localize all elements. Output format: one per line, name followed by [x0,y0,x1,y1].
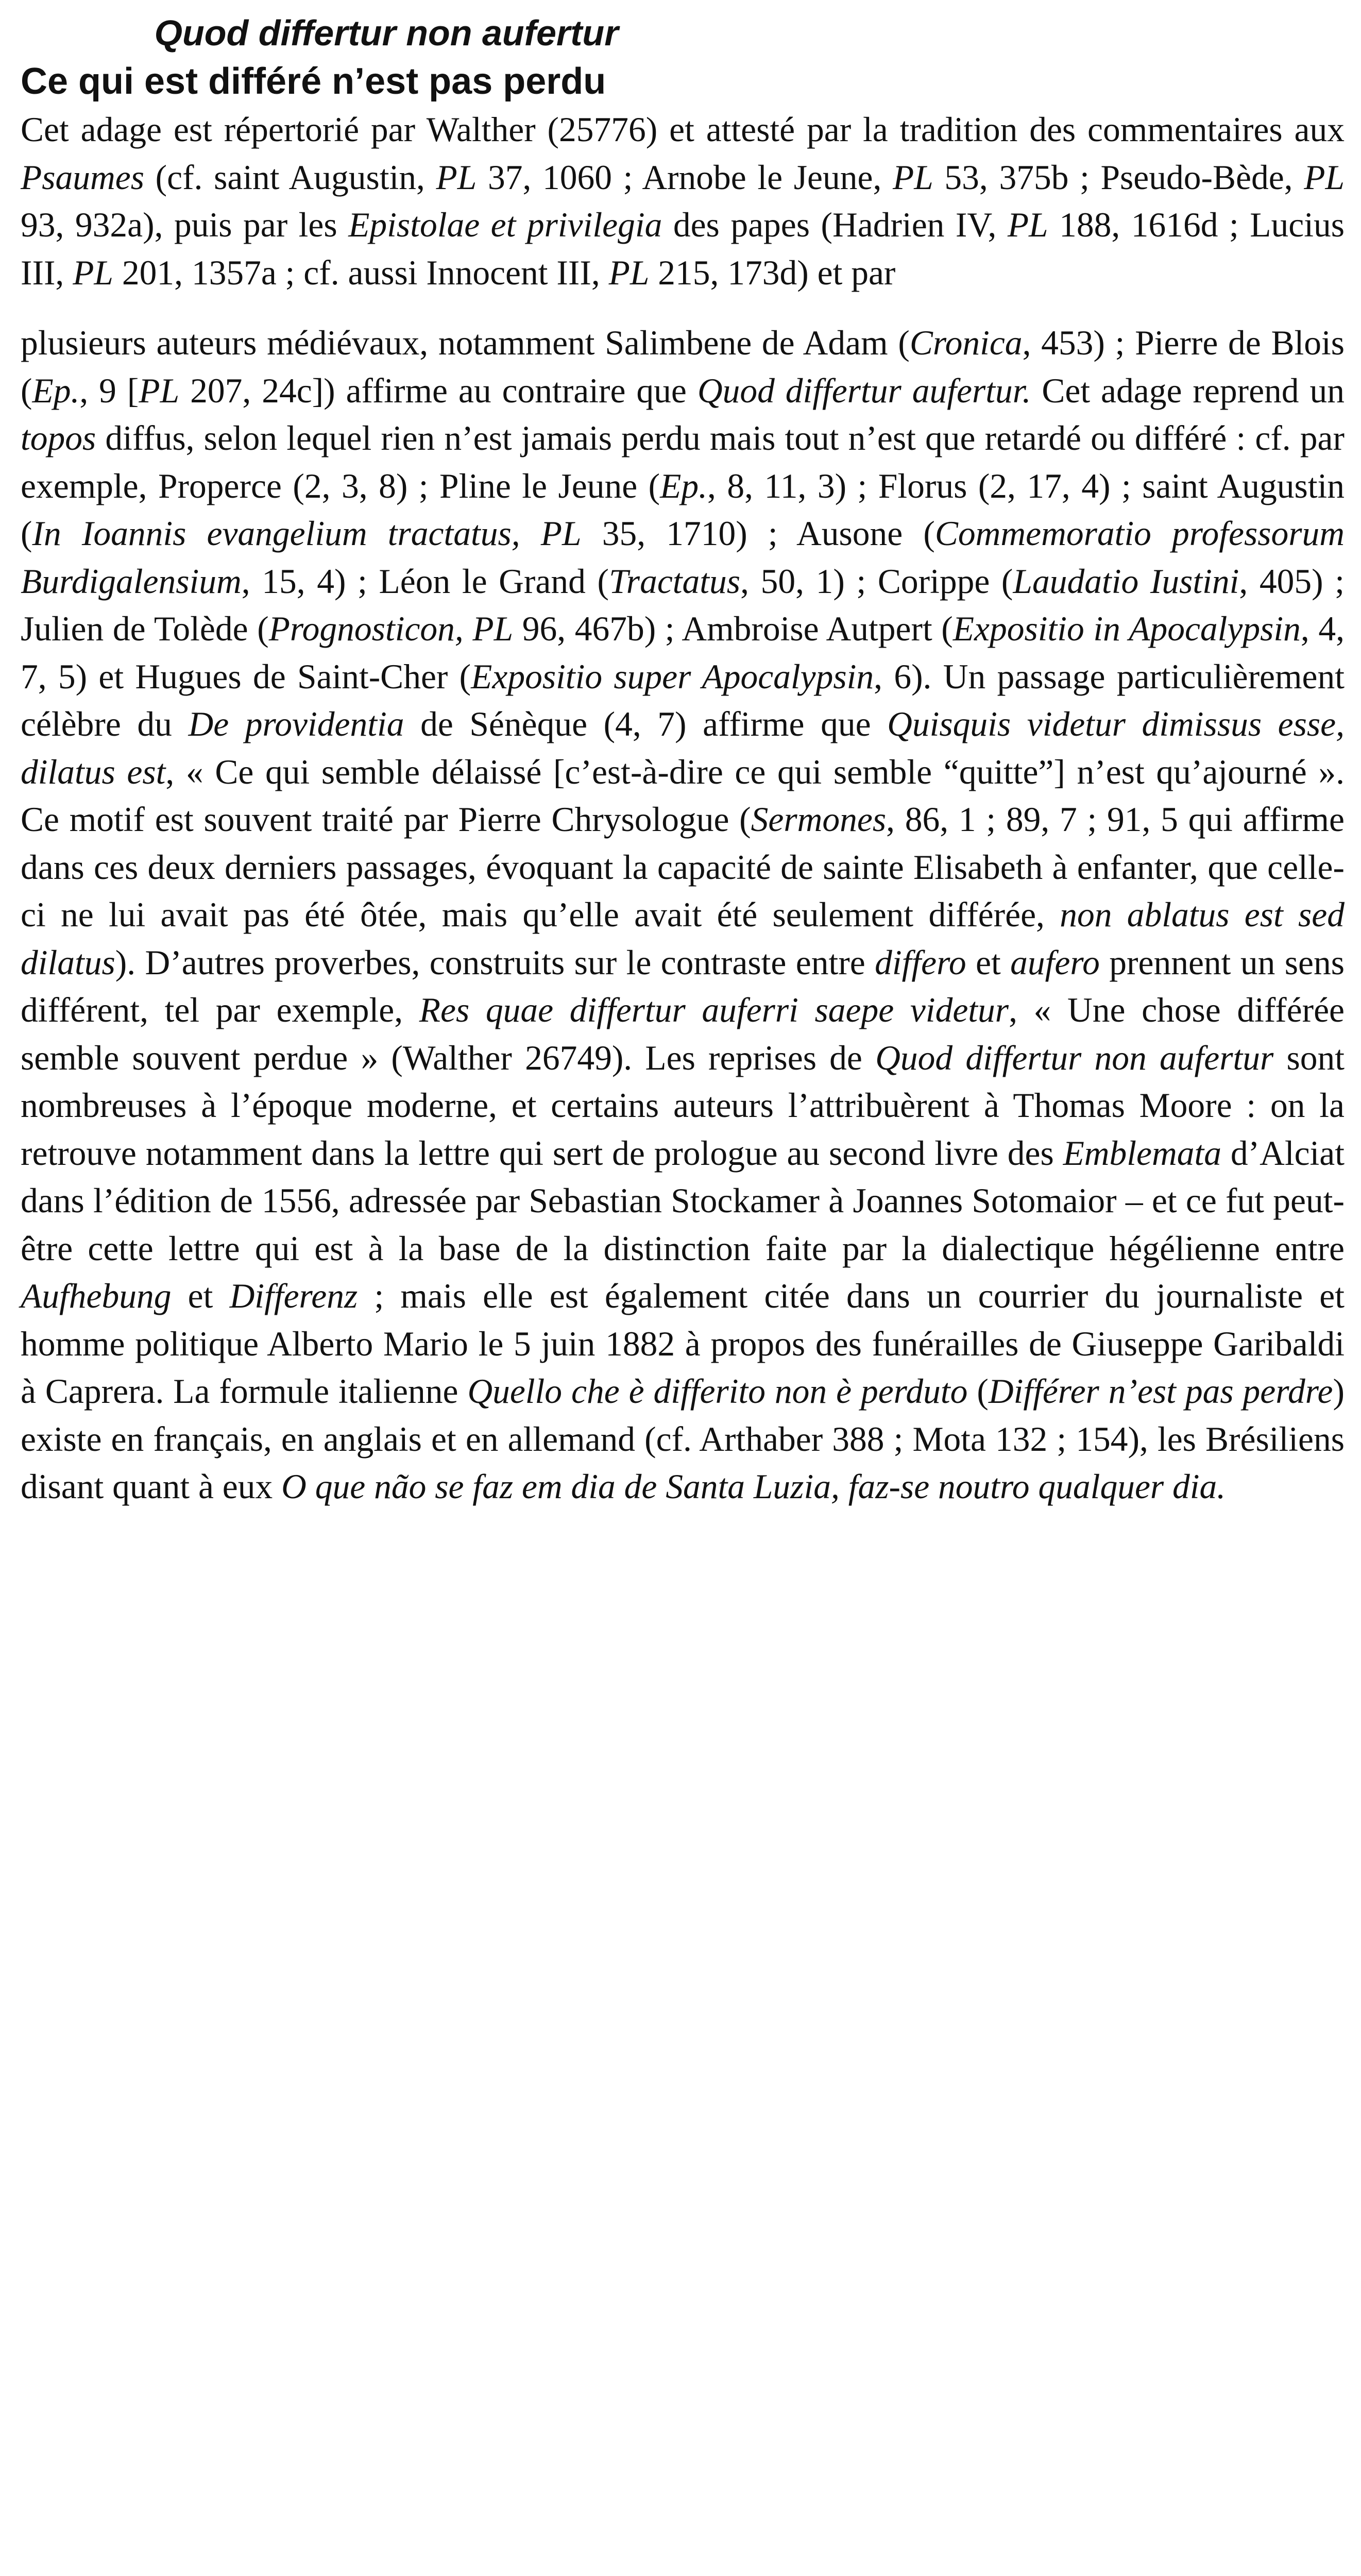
text-run: , 8, 11, 3) ; Florus (2, 17, 4) ; saint Augustin ( [21,466,1345,553]
italic-run: Expositio super Apocalypsin [471,657,874,696]
text-run: , « Ce qui semble délaissé [c’est-à-dire ce qui semble “quitte”] n’est qu’ajourné ». Ce motif est souvent traité par Pierre Chrysologue ( [21,752,1345,839]
text-run: , « Une chose différée semble souvent perdue » (Walther 26749). Les reprises de [21,991,1345,1077]
italic-run: PL [608,253,650,292]
italic-run: Differenz [229,1277,358,1315]
italic-run: Psaumes [21,158,144,197]
text-run: Cet adage est répertorié par Walther (25776) et attesté par la tradition des commentaires aux [21,110,1345,149]
italic-run: O que não se faz em dia de Santa Luzia, faz-se noutro qualquer dia. [281,1467,1226,1506]
italic-run: Ep. [32,371,80,410]
italic-run: Quod differtur aufertur. [697,371,1031,410]
italic-run: PL [73,253,113,292]
entry-latin-title: Quod differtur non aufertur [154,13,619,53]
text-run: sont nombreuses à l’époque moderne, et certains auteurs l’attribuèrent à Thomas Moore : on la retrouve notamment dans la lettre qui sert de prologue au second livre des [21,1038,1345,1173]
italic-run: PL [1007,206,1048,244]
italic-run: Cronica [909,324,1023,362]
text-run: 37, 1060 ; Arnobe le Jeune, [477,158,893,197]
italic-run: PL [139,371,180,410]
text-run: ). D’autres proverbes, construits sur le contraste entre [115,943,875,982]
dictionary-page [21,9,1345,1511]
italic-run: Laudatio Iustini [1013,562,1239,601]
italic-run: Quod differtur non aufertur [875,1038,1274,1077]
italic-run: Commemoratio professorum Burdigalensium [21,514,1345,601]
italic-run: aufero [1010,943,1100,982]
commentary-paragraph-2 [21,319,1345,1511]
italic-run: PL [436,158,477,197]
commentary-paragraph-1 [21,106,1345,297]
italic-run: Emblemata [1063,1133,1222,1173]
italic-run: Epistolae et privilegia [348,206,662,244]
text-run: , 50, 1) ; Corippe ( [740,562,1013,601]
italic-run: PL [1304,158,1345,197]
text-run: , 453) ; Pierre de Blois ( [21,324,1345,410]
text-run: , 4, 7, 5) et Hugues de Saint-Cher ( [21,609,1345,696]
text-run: (cf. saint Augustin, [144,158,436,197]
text-run: , 15, 4) ; Léon le Grand ( [241,562,609,601]
italic-run: Aufhebung [21,1277,172,1315]
text-run: 35, 1710) ; Ausone ( [581,514,935,553]
text-run: 207, 24c]) affirme au contraire que [179,371,697,410]
italic-run: Différer n’est pas perdre [988,1372,1333,1411]
italic-run: In Ioannis evangelium tractatus, PL [32,514,582,553]
text-run: ; mais elle est également citée dans un courrier du journaliste et homme politique Alberto Mario le 5 juin 1882 à propos des funérailles de Giuseppe Garibaldi à Caprera. La formule italienne [21,1277,1345,1411]
italic-run: Quisquis videtur dimissus esse, dilatus est [21,705,1345,791]
text-run: , 405) ; Julien de Tolède ( [21,562,1345,648]
text-run: 215, 173d) et par [649,253,896,292]
text-run: des papes (Hadrien IV, [662,206,1008,244]
text-run: et [966,943,1011,982]
text-run: , 86, 1 ; 89, 7 ; 91, 5 qui affirme dans ces deux derniers passages, évoquant la capacité de sainte Elisabeth à enfanter, que celle-ci ne lui avait pas été ôtée, mais qu’elle avait été seulement différée, [21,800,1345,934]
italic-run: PL [892,158,933,197]
text-run: 96, 467b) ; Ambroise Autpert ( [513,609,953,648]
text-run: ) existe en français, en anglais et en allemand (cf. Arthaber 388 ; Mota 132 ; 154), les Brésiliens disant quant à eux [21,1372,1345,1506]
text-run: 93, 932a), puis par les [21,206,349,244]
italic-run: topos [21,419,96,457]
text-run: 188, 1616d ; Lucius III, [21,206,1345,292]
italic-run: Expositio in Apocalypsin [952,609,1301,648]
text-run: ( [967,1372,989,1411]
italic-run: Tractatus [608,562,741,601]
italic-run: Sermones [751,800,887,839]
entry-french-title: Ce qui est différé n’est pas perdu [21,61,606,102]
text-run: d’Alciat dans l’édition de 1556, adressée par Sebastian Stockamer à Joannes Sotomaior – et ce fut peut-être cette lettre qui est à la base de la distinction faite par la dialectique hégélienne entre [21,1133,1345,1268]
italic-run: differo [875,943,966,982]
text-run: de Sénèque (4, 7) affirme que [404,705,888,743]
italic-run: De providentia [188,705,404,743]
text-run: plusieurs auteurs médiévaux, notamment Salimbene de Adam ( [21,324,910,362]
italic-run: Prognosticon, PL [268,609,514,648]
italic-run: non ablatus est sed dilatus [21,895,1345,982]
italic-run: Res quae differtur auferri saepe videtur [419,991,1009,1029]
italic-run: Ep. [660,466,707,505]
text-run: 201, 1357a ; cf. aussi Innocent III, [113,253,609,292]
text-run: , 9 [ [79,371,139,410]
text-run: prennent un sens différent, tel par exemple, [21,943,1345,1029]
text-run: diffus, selon lequel rien n’est jamais perdu mais tout n’est que retardé ou différé : cf. par exemple, Properce (2, 3, 8) ; Pline le Jeune ( [21,419,1345,505]
text-run: 53, 375b ; Pseudo-Bède, [933,158,1304,197]
text-run: Cet adage reprend un [1031,371,1345,410]
text-run: et [171,1277,230,1315]
text-run: , 6). Un passage particulièrement célèbre du [21,657,1345,743]
italic-run: Quello che è differito non è perduto [467,1372,968,1411]
